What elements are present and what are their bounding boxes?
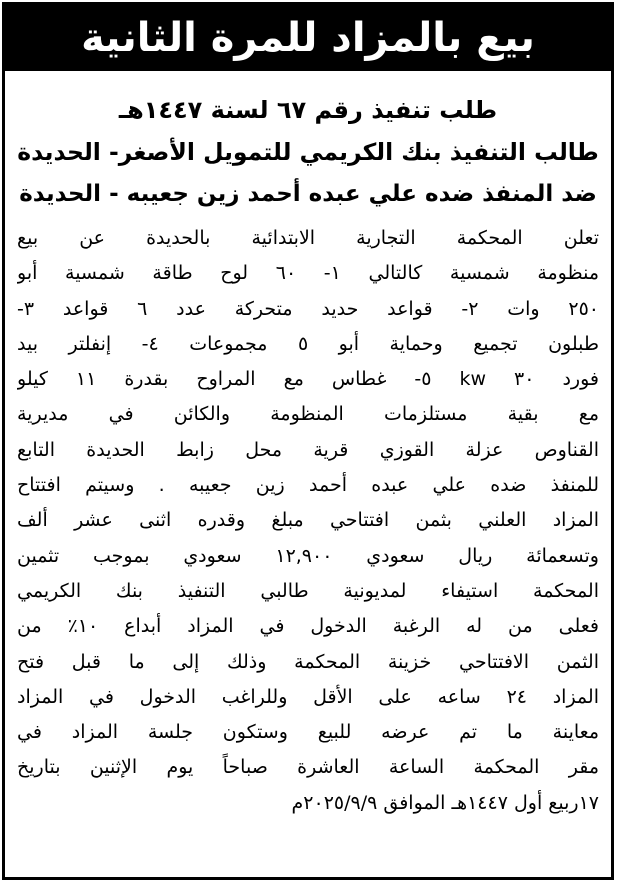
body-line: فعلى من له الرغبة الدخول في المزاد أبداع ١٠٪ من bbox=[17, 615, 599, 638]
body-line: فورد ٣٠ kw ٥- غطاس مع المراوح بقدرة ١١ كيلو bbox=[17, 368, 599, 391]
execution-respondent-heading: ضد المنفذ ضده علي عبده أحمد زين جعيبه - الحديدة bbox=[19, 181, 597, 207]
body-line: مقر المحكمة الساعة العاشرة صباحاً يوم الإثنين بتاريخ bbox=[17, 756, 599, 779]
body-line: ١٧ربيع أول ١٤٤٧هـ الموافق ٢٠٢٥/٩/٩م bbox=[291, 791, 599, 814]
body-line: طبلون تجميع وحماية أبو ٥ مجموعات ٤- إنفلتر بيد bbox=[17, 332, 599, 355]
body-line: منظومة شمسية كالتالي ١- ٦٠ لوح طاقة شمسية أبو bbox=[17, 262, 599, 285]
body-line: للمنفذ ضده علي عبده أحمد زين جعيبه . وسيتم افتتاح bbox=[17, 474, 599, 497]
notice-body bbox=[17, 221, 599, 821]
execution-applicant-heading: طالب التنفيذ بنك الكريمي للتمويل الأصغر- الحديدة bbox=[17, 138, 599, 166]
body-line: الثمن الافتتاحي خزينة المحكمة وذلك إلى ما قبل فتح bbox=[17, 650, 599, 673]
body-line: ٢٥٠ وات ٢- قواعد حديد متحركة عدد ٦ قواعد ٣- bbox=[17, 297, 599, 320]
body-line: معاينة ما تم عرضه للبيع وستكون جلسة المزاد في bbox=[17, 721, 599, 744]
body-line: المحكمة استيفاء لمديونية طالبي التنفيذ بنك الكريمي bbox=[17, 579, 599, 602]
body-line: المزاد العلني بثمن افتتاحي مبلغ وقدره اثنى عشر ألف bbox=[17, 509, 599, 532]
body-line: تعلن المحكمة التجارية الابتدائية بالحديدة عن بيع bbox=[17, 227, 599, 249]
body-line: القناوص عزلة القوزي قرية محل زابط الحديدة التابع bbox=[17, 438, 599, 461]
notice-banner-title: بيع بالمزاد للمرة الثانية bbox=[5, 5, 611, 71]
body-line: وتسعمائة ريال سعودي ١٢,٩٠٠ سعودي بموجب تثمين bbox=[17, 544, 599, 567]
body-line: مع بقية مستلزمات المنظومة والكائن في مديرية bbox=[17, 403, 599, 426]
execution-request-heading: طلب تنفيذ رقم ٦٧ لسنة ١٤٤٧هـ bbox=[118, 96, 498, 124]
body-line: المزاد ٢٤ ساعه على الأقل وللراغب الدخول في المزاد bbox=[17, 685, 599, 708]
auction-notice bbox=[2, 2, 614, 880]
